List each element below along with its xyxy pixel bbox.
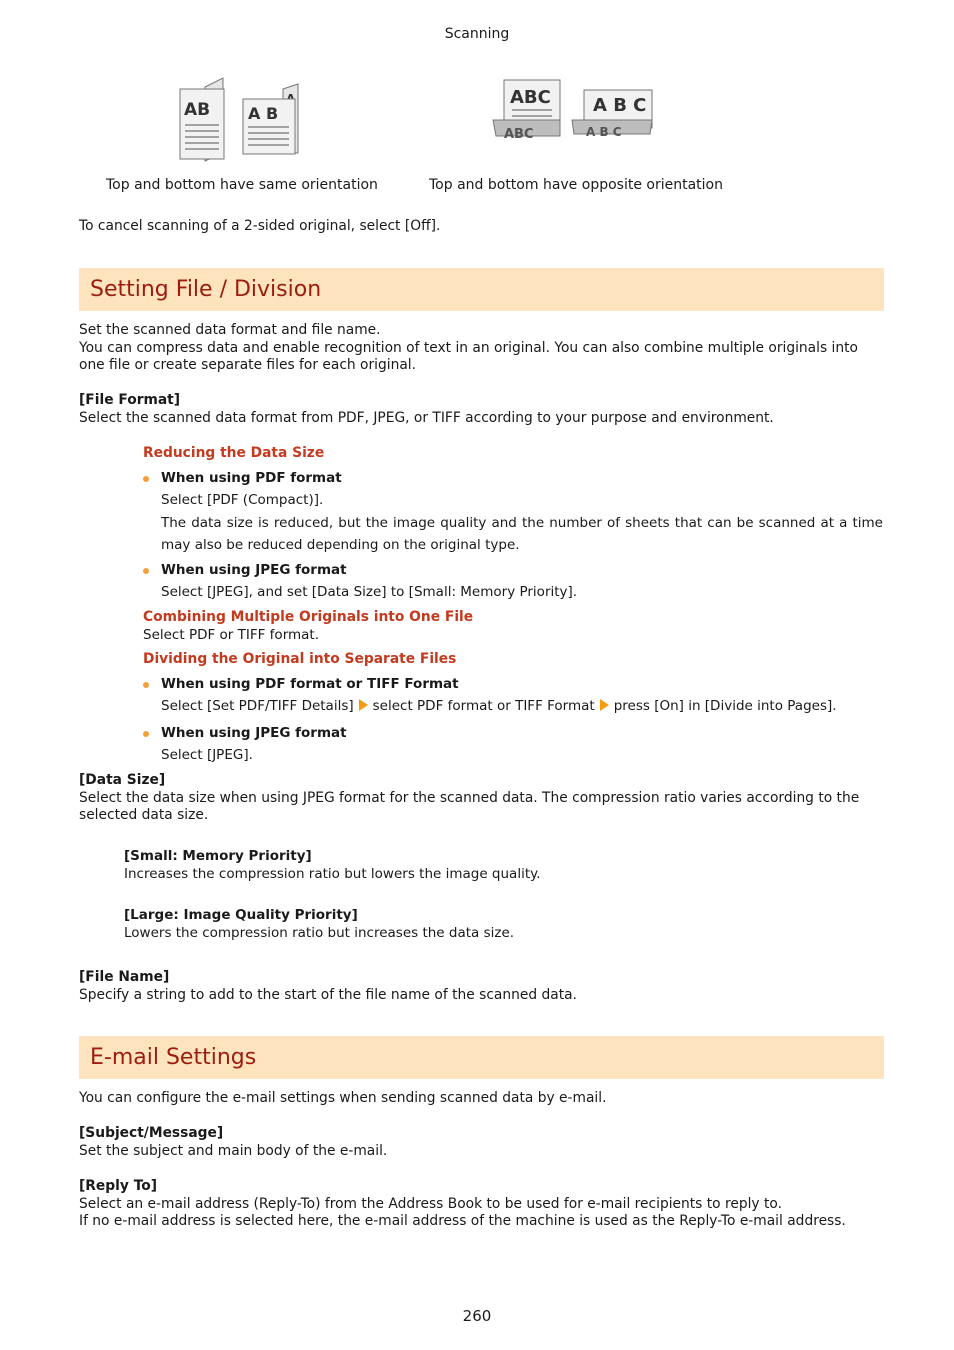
reducing-jpeg-line: Select [JPEG], and set [Data Size] to [Small: Memory Priority]. — [161, 584, 578, 600]
page-glyph-abc-spaced: A B C — [593, 95, 647, 116]
file-format-term: [File Format] — [79, 392, 181, 408]
file-name-term: [File Name] — [79, 969, 170, 985]
page-glyph-abc: ABC — [510, 87, 551, 108]
data-size-term: [Data Size] — [79, 772, 166, 788]
reducing-pdf-line2: The data size is reduced, but the image quality and the number of sheets that can be scanned at a time may also be reduced depending on the original type. — [161, 515, 883, 553]
email-desc: You can configure the e-mail settings when sending scanned data by e-mail. — [79, 1090, 607, 1106]
page-number: 260 — [462, 1307, 492, 1325]
data-size-block — [79, 772, 884, 825]
arrow-right-icon — [600, 699, 609, 711]
file-name-block — [79, 969, 884, 1004]
section-header-file — [79, 268, 884, 311]
page-header: Scanning — [444, 26, 510, 42]
subject-desc: Set the subject and main body of the e-mail. — [79, 1142, 388, 1159]
section-file-description — [79, 322, 884, 375]
file-format-block — [79, 392, 884, 427]
data-size-large-term: [Large: Image Quality Priority] — [124, 907, 358, 923]
section-title-file: Setting File / Division — [90, 277, 322, 302]
reply-to-block — [79, 1178, 884, 1231]
combining-heading: Combining Multiple Originals into One File — [143, 609, 474, 625]
page-glyph-a-b: A — [248, 104, 261, 123]
page-glyph-ab: AB — [184, 100, 211, 120]
page-glyph-b: B — [266, 104, 279, 123]
data-size-desc: Select the data size when using JPEG format for the scanned data. The compression ratio varies according to the selected data size. — [79, 789, 860, 824]
reply-to-desc-2: If no e-mail address is selected here, the e-mail address of the machine is used as the Reply-To e-mail address. — [79, 1213, 846, 1230]
subject-term: [Subject/Message] — [79, 1125, 224, 1141]
reducing-pdf-line1: Select [PDF (Compact)]. — [161, 492, 324, 508]
subject-block — [79, 1125, 884, 1160]
file-name-desc: Specify a string to add to the start of the file name of the scanned data. — [79, 986, 577, 1003]
dividing-jpeg-title: When using JPEG format — [161, 725, 347, 741]
page-glyph-abc-flipped: ABC — [504, 127, 534, 142]
opposite-orientation-illustration — [490, 76, 660, 142]
bullet-icon — [143, 682, 149, 688]
dividing-step-3: press [On] in [Divide into Pages]. — [613, 698, 837, 714]
data-size-large-block — [124, 907, 514, 942]
bullet-icon — [143, 731, 149, 737]
reducing-pdf-title: When using PDF format — [161, 470, 342, 486]
dividing-pdf-tiff-steps — [161, 698, 837, 714]
file-format-desc: Select the scanned data format from PDF, JPEG, or TIFF according to your purpose and environment. — [79, 409, 774, 426]
dividing-step-1: Select [Set PDF/TIFF Details] — [161, 698, 354, 714]
reply-to-desc-1: Select an e-mail address (Reply-To) from the Address Book to be used for e-mail recipients to reply to. — [79, 1195, 782, 1212]
section-header-email — [79, 1036, 884, 1079]
dividing-jpeg-line: Select [JPEG]. — [161, 747, 253, 763]
section-file-desc-2: You can compress data and enable recognition of text in an original. You can also combine multiple originals into one file or create separate files for each original. — [79, 339, 858, 374]
data-size-large-desc: Lowers the compression ratio but increases the data size. — [124, 924, 515, 941]
reducing-heading: Reducing the Data Size — [143, 445, 325, 461]
data-size-small-desc: Increases the compression ratio but lowers the image quality. — [124, 865, 541, 882]
reply-to-term: [Reply To] — [79, 1178, 158, 1194]
same-orientation-illustration — [175, 75, 305, 165]
arrow-right-icon — [359, 699, 368, 711]
dividing-step-2: select PDF format or TIFF Format — [372, 698, 595, 714]
dividing-pdf-tiff-title: When using PDF format or TIFF Format — [161, 676, 459, 692]
section-title-email: E-mail Settings — [90, 1045, 257, 1070]
data-size-small-term: [Small: Memory Priority] — [124, 848, 312, 864]
page-glyph-abc-spaced-flipped: A B C — [586, 125, 622, 139]
combining-line: Select PDF or TIFF format. — [143, 627, 320, 643]
reducing-jpeg-title: When using JPEG format — [161, 562, 347, 578]
figure-caption-same: Top and bottom have same orientation — [106, 177, 378, 193]
cancel-text: To cancel scanning of a 2-sided original, select [Off]. — [79, 218, 441, 234]
dividing-heading: Dividing the Original into Separate Files — [143, 651, 457, 667]
data-size-small-block — [124, 848, 540, 883]
figure-caption-opposite: Top and bottom have opposite orientation — [429, 177, 723, 193]
section-file-desc-1: Set the scanned data format and file name. — [79, 322, 381, 338]
bullet-icon — [143, 568, 149, 574]
bullet-icon — [143, 476, 149, 482]
